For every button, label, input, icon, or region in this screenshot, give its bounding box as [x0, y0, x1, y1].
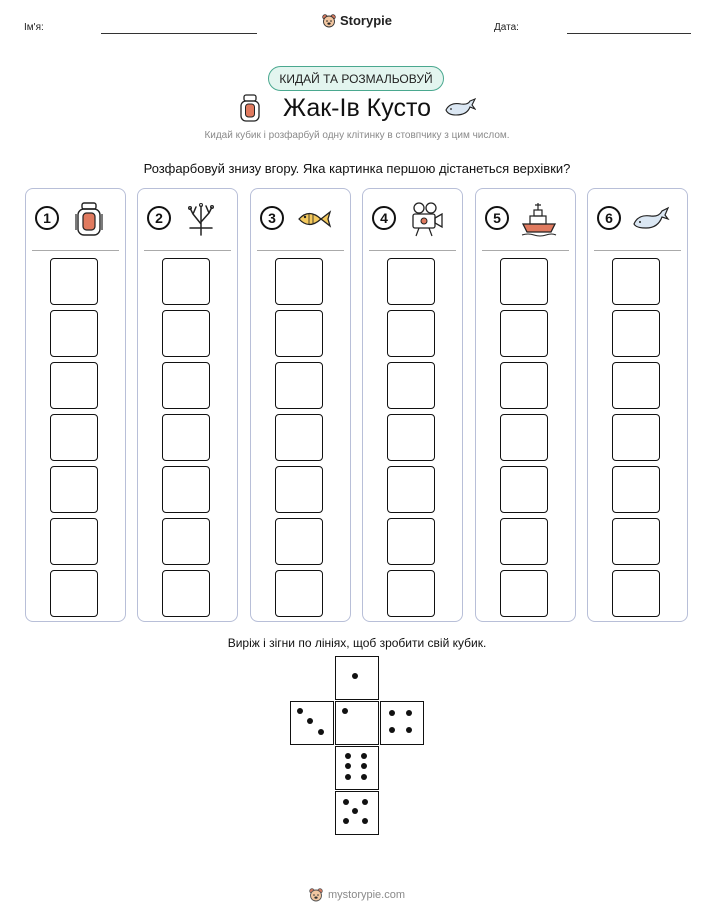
bear-logo-icon	[309, 888, 323, 902]
instruction: Розфарбовуй знизу вгору. Яка картинка першою дістанеться верхівки?	[143, 161, 571, 176]
dice-pip	[406, 727, 412, 733]
fish-icon	[295, 200, 333, 238]
color-box[interactable]	[162, 466, 210, 513]
name-line	[101, 33, 257, 34]
column-number: 4	[372, 206, 396, 230]
color-box[interactable]	[612, 518, 660, 565]
dice-pip	[352, 808, 358, 814]
column-number: 6	[597, 206, 621, 230]
color-box[interactable]	[162, 362, 210, 409]
color-box[interactable]	[387, 414, 435, 461]
dice-pip	[307, 718, 313, 724]
column-number: 3	[260, 206, 284, 230]
coral-icon	[182, 200, 220, 238]
column-number: 2	[147, 206, 171, 230]
color-box[interactable]	[387, 518, 435, 565]
dice-pip	[342, 708, 348, 714]
color-box[interactable]	[500, 518, 548, 565]
dice-pip	[318, 729, 324, 735]
subtitle: Кидай кубик і розфарбуй одну клітинку в стовпчику з цим числом.	[204, 130, 510, 141]
footer-url[interactable]: mystorypie.com	[327, 889, 406, 901]
whale-icon	[632, 200, 670, 238]
page-title: Жак-Ів Кусто	[282, 94, 432, 122]
color-box[interactable]	[275, 310, 323, 357]
dice-pip	[362, 799, 368, 805]
color-box[interactable]	[500, 466, 548, 513]
dice-face-1	[335, 656, 379, 700]
color-box[interactable]	[50, 518, 98, 565]
color-box[interactable]	[162, 310, 210, 357]
color-box[interactable]	[612, 362, 660, 409]
dice-column-6	[587, 188, 688, 622]
dice-pip	[389, 710, 395, 716]
color-box[interactable]	[500, 258, 548, 305]
dice-face-5	[335, 791, 379, 835]
bear-logo-icon	[322, 14, 336, 28]
dice-pip	[343, 799, 349, 805]
name-label: Ім'я:	[24, 22, 44, 33]
color-box[interactable]	[612, 310, 660, 357]
color-box[interactable]	[612, 414, 660, 461]
footer	[0, 888, 714, 902]
color-box[interactable]	[50, 362, 98, 409]
dice-pip	[361, 763, 367, 769]
column-divider	[369, 250, 456, 251]
color-box[interactable]	[275, 362, 323, 409]
dice-face-6	[335, 746, 379, 790]
dice-pip	[345, 763, 351, 769]
column-divider	[594, 250, 681, 251]
color-box[interactable]	[50, 466, 98, 513]
color-box[interactable]	[50, 414, 98, 461]
color-box[interactable]	[162, 570, 210, 617]
diving-gear-icon	[70, 200, 108, 238]
column-divider	[144, 250, 231, 251]
whale-icon	[444, 97, 476, 119]
brand-name: Storypie	[339, 13, 392, 28]
color-box[interactable]	[387, 310, 435, 357]
column-divider	[482, 250, 569, 251]
dice-column-2	[137, 188, 238, 622]
color-box[interactable]	[50, 570, 98, 617]
dice-pip	[389, 727, 395, 733]
color-box[interactable]	[387, 362, 435, 409]
film-camera-icon	[407, 200, 445, 238]
dice-face-1	[335, 701, 379, 745]
color-box[interactable]	[275, 466, 323, 513]
dice-pip	[345, 753, 351, 759]
date-label: Дата:	[494, 22, 519, 33]
dice-pip	[345, 774, 351, 780]
color-box[interactable]	[612, 466, 660, 513]
dice-pip	[343, 818, 349, 824]
dice-pip	[406, 710, 412, 716]
dice-column-1	[25, 188, 126, 622]
column-divider	[32, 250, 119, 251]
color-box[interactable]	[275, 570, 323, 617]
color-box[interactable]	[275, 414, 323, 461]
dice-column-4	[362, 188, 463, 622]
color-box[interactable]	[275, 258, 323, 305]
column-number: 5	[485, 206, 509, 230]
dice-pip	[361, 753, 367, 759]
color-box[interactable]	[50, 258, 98, 305]
color-box[interactable]	[612, 570, 660, 617]
color-box[interactable]	[162, 518, 210, 565]
dice-pip	[361, 774, 367, 780]
color-box[interactable]	[612, 258, 660, 305]
activity-badge: КИДАЙ ТА РОЗМАЛЬОВУЙ	[268, 66, 444, 91]
dice-face-3	[290, 701, 334, 745]
column-divider	[257, 250, 344, 251]
dice-column-3	[250, 188, 351, 622]
ship-icon	[520, 200, 558, 238]
dice-pip	[352, 673, 358, 679]
column-number: 1	[35, 206, 59, 230]
cut-instruction: Виріж і зігни по лініях, щоб зробити свій кубик.	[227, 636, 487, 650]
color-box[interactable]	[500, 414, 548, 461]
color-box[interactable]	[500, 310, 548, 357]
color-box[interactable]	[162, 258, 210, 305]
date-line	[567, 33, 691, 34]
color-box[interactable]	[500, 362, 548, 409]
dice-column-5	[475, 188, 576, 622]
dice-net	[290, 656, 426, 836]
color-box[interactable]	[275, 518, 323, 565]
color-box[interactable]	[387, 466, 435, 513]
dice-face-4	[380, 701, 424, 745]
dice-pip	[297, 708, 303, 714]
color-box[interactable]	[50, 310, 98, 357]
color-box[interactable]	[500, 570, 548, 617]
color-box[interactable]	[387, 570, 435, 617]
dice-pip	[362, 818, 368, 824]
color-box[interactable]	[387, 258, 435, 305]
color-box[interactable]	[162, 414, 210, 461]
brand-logo	[0, 13, 714, 28]
